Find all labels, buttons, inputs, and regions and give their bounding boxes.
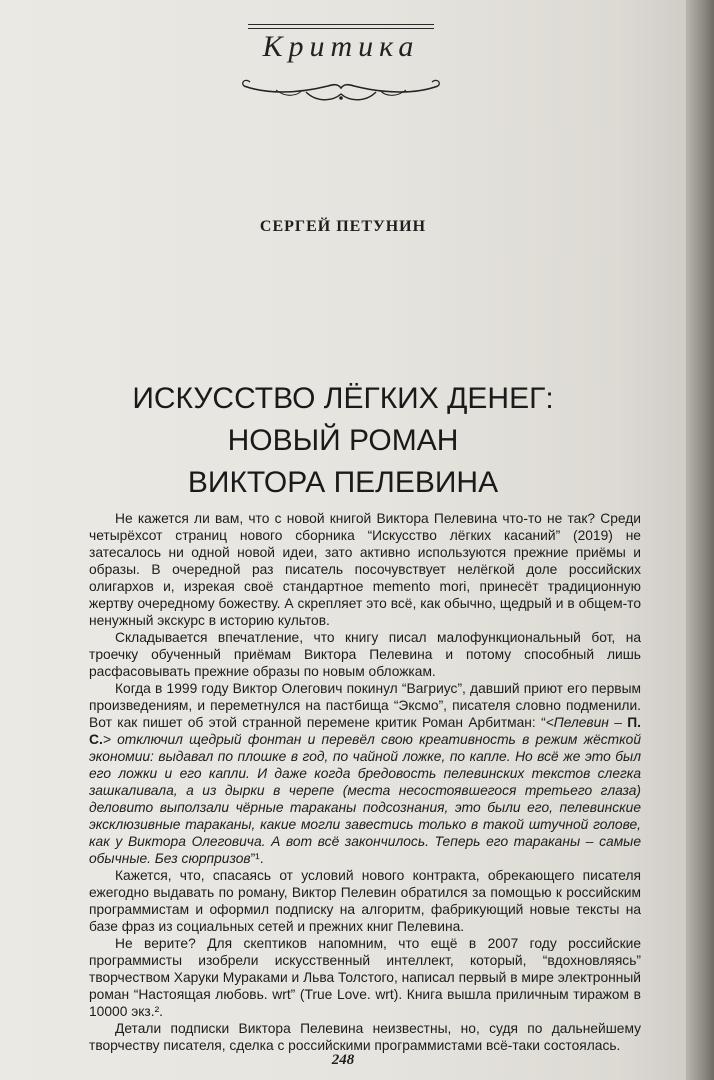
paragraph-3-text: Когда в 1999 году Виктор Олегович покинул “Вагриус”, давший приют его первым произведениям, и переметнулся на пастбища “Эксмо”, писателя словно подменили. Вот как пишет об этой странной перемене критик Роман Арбитман: “ bbox=[89, 681, 641, 730]
header-rule bbox=[248, 24, 434, 29]
page-number: 248 bbox=[331, 1052, 355, 1068]
author-name: СЕРГЕЙ ПЕТУНИН bbox=[259, 218, 427, 235]
quote-end: ”¹. bbox=[250, 851, 264, 866]
paragraph-5: Не верите? Для скептиков напомним, что ещё в 2007 году российские программисты изобрели искусственный интеллект, который, “вдохновляясь” творчеством Харуки Мураками и Льва Толстого, написал первый в мире электронный роман “Настоящая любовь. wrt” (True Love. wrt). Книга вышла приличным тиражом в 10000 экз.². bbox=[89, 936, 641, 1019]
ornament-flourish-icon bbox=[236, 72, 446, 108]
book-spine-shadow bbox=[686, 0, 714, 1080]
paragraph-3 bbox=[89, 680, 641, 867]
title-line-3: ВИКТОРА ПЕЛЕВИНА bbox=[187, 466, 499, 499]
paragraph-6: Детали подписки Виктора Пелевина неизвестны, но, судя по дальнейшему творчеству писателя, сделка с российскими программистами всё-таки состоялась. bbox=[89, 1021, 641, 1053]
section-heading: Критика bbox=[262, 30, 420, 63]
paragraph-1: Не кажется ли вам, что с новой книгой Виктора Пелевина что-то не так? Среди четырёхсот страниц нового сборника “Искусство лёгких касаний” (2019) не затесалось ни одной новой идеи, зато активно используются прежние приёмы и образы. В очередной раз писатель посочувствует нелёгкой доле российских олигархов и, изрекая своё стандартное memento mori, принесёт традиционную жертву очередному божеству. А скрепляет это всё, как обычно, щедрый и в общем-то ненужный экскурс в историю культов. bbox=[89, 511, 641, 628]
paragraph-4: Кажется, что, спасаясь от условий нового контракта, обрекающего писателя ежегодно выдавать по роману, Виктор Пелевин обратился за помощью к российским программистам и оформил подписку на алгоритм, фабрикующий новые тексты на базе фраз из социальных сетей и прежних книг Пелевина. bbox=[89, 868, 641, 934]
article-title bbox=[40, 378, 646, 504]
quote-initials: П. С. bbox=[89, 715, 641, 747]
title-line-1: ИСКУССТВО ЛЁГКИХ ДЕНЕГ: bbox=[132, 382, 554, 415]
paragraph-2: Складывается впечатление, что книгу писал малофункциональный бот, на троечку обученный приёмам Виктора Пелевина и потому способный лишь расфасовывать прежние образы по новым обложкам. bbox=[89, 630, 641, 679]
article-body bbox=[89, 510, 641, 1054]
quote-part-c: > отключил щедрый фонтан и перевёл свою креативность в режим жёсткой экономии: выдавал по плошке в год, по чайной ложке, по капле. Но всё же это был его ложки и его капли. И даже когда бредовость пелевинских текстов слегка зашкаливала, а из дырки в черепе (места несостоявшегося третьего глаза) деловито выползали чёрные тараканы подсознания, это были его, пелевинские эксклюзивные тараканы, какие могли завестись только в такой штучной голове, как у Виктора Олеговича. А вот всё закончилось. Теперь его тараканы – самые обычные. Без сюрпризов bbox=[89, 732, 641, 866]
title-line-2: НОВЫЙ РОМАН bbox=[227, 424, 459, 457]
quote-part-a: <Пелевин – bbox=[545, 715, 628, 730]
